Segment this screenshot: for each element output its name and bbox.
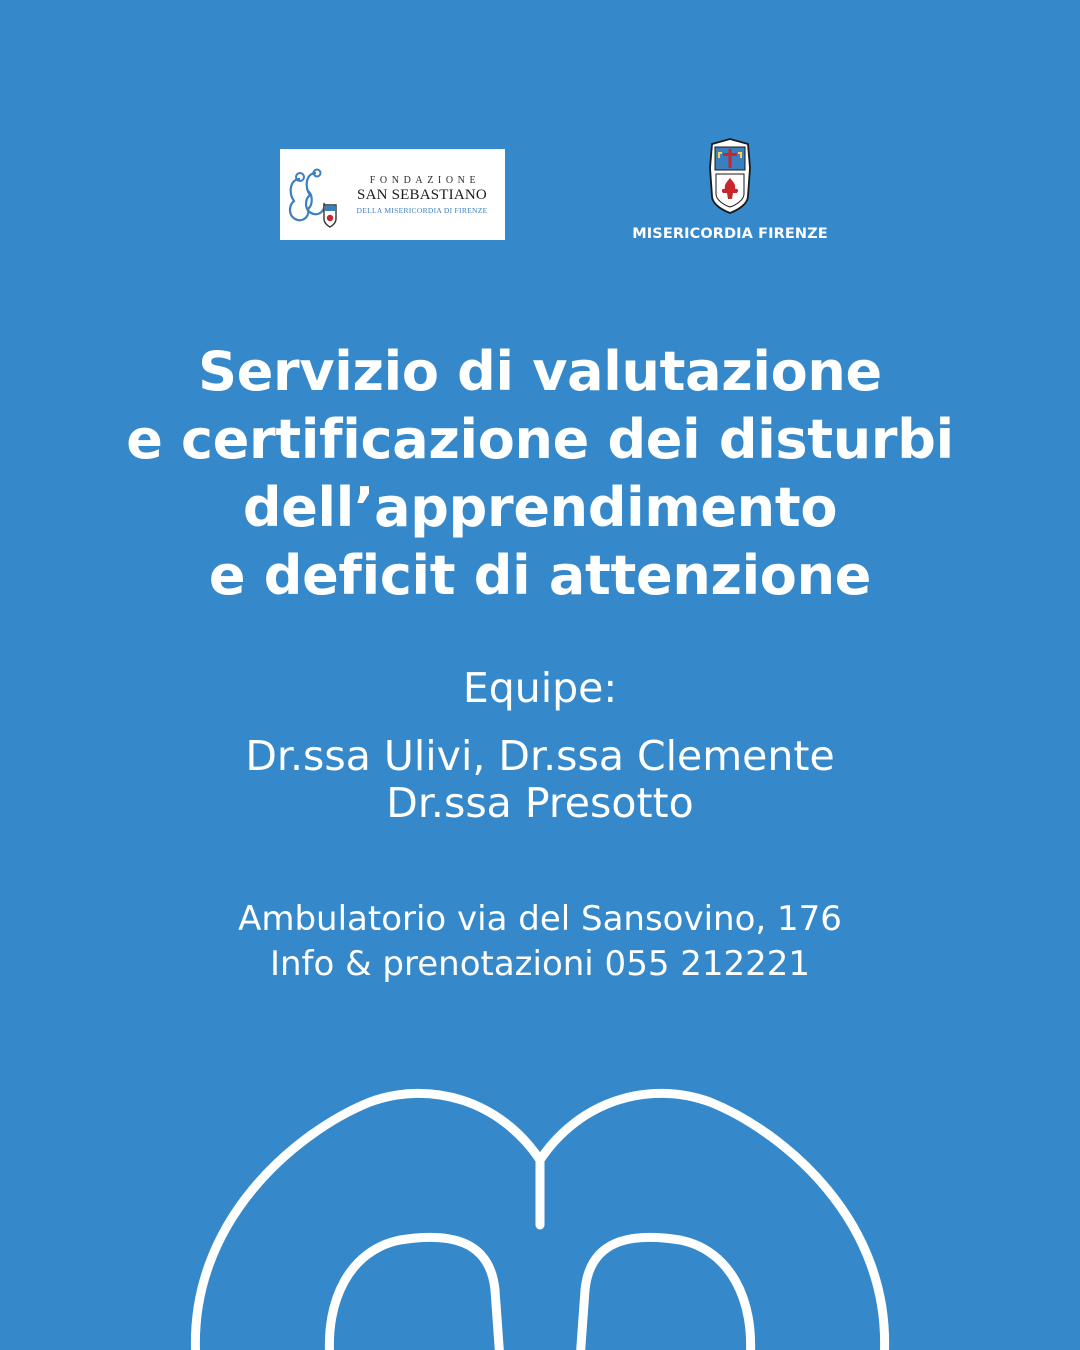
team-member-line: Dr.ssa Presotto — [386, 779, 694, 827]
booking-contact: Info & prenotazioni 055 212221 — [269, 944, 811, 984]
logo-line-misericordia: DELLA MISERICORDIA DI FIRENZE — [356, 206, 488, 215]
contact-info — [40, 897, 1040, 987]
team-member-line: Dr.ssa Ulivi, Dr.ssa Clemente — [245, 732, 835, 780]
team-heading: Equipe: — [462, 664, 618, 712]
title-line: Servizio di valutazione — [198, 340, 882, 403]
title-line: e certificazione dei disturbi — [126, 408, 954, 471]
decorative-m-outline-icon — [0, 1060, 1080, 1350]
misericordia-firenze-logo — [600, 136, 860, 246]
title-line: e deficit di attenzione — [208, 544, 872, 607]
logo-line-san-sebastiano: SAN SEBASTIANO — [357, 187, 487, 203]
title-line: dell’apprendimento — [242, 476, 838, 539]
fondazione-san-sebastiano-logo — [280, 149, 505, 240]
crest-icon — [704, 138, 756, 214]
figures-logo-icon — [286, 167, 346, 229]
address: Ambulatorio via del Sansovino, 176 — [238, 899, 842, 939]
team-members — [40, 733, 1040, 827]
service-title — [40, 338, 1040, 610]
misericordia-name: MISERICORDIA FIRENZE — [632, 226, 828, 242]
logo-line-fondazione: FONDAZIONE — [369, 175, 481, 186]
